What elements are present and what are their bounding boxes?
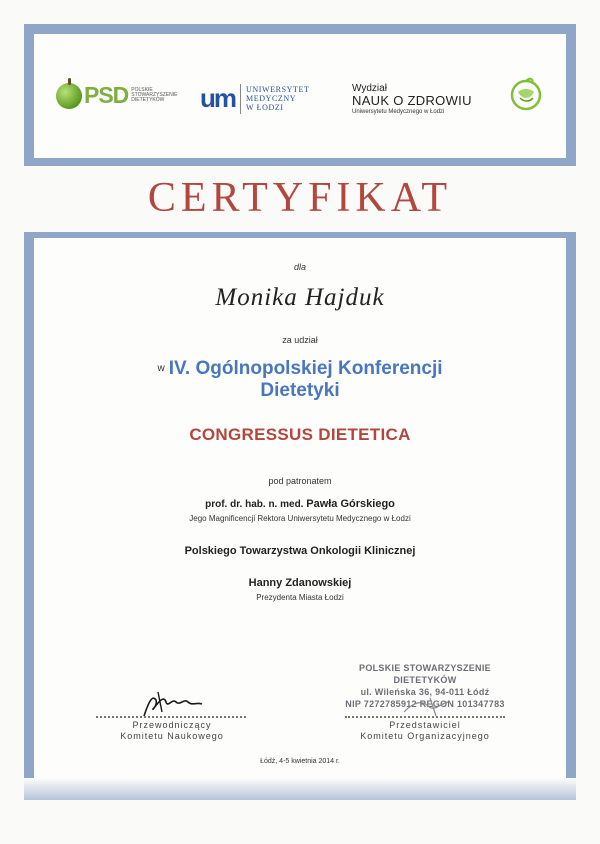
psd-logo [56,82,178,109]
um-logo-divider [240,84,241,114]
conference-name [34,358,566,402]
psd-logo-text: POLSKIE STOWARZYSZENIE DIETETYKÓW [131,87,178,103]
participation-label: za udział [282,335,318,345]
issue-date: Łódź, 4-5 kwietnia 2014 r. [260,758,340,765]
um-logo [200,83,309,114]
society-name: Polskiego Towarzystwa Onkologii Klinicznej [184,545,416,557]
faculty-logo-line1: Wydział [352,83,387,94]
stamp-line3: ul. Wileńska 36, 94-011 Łódź [360,687,490,697]
representative-caption [340,720,510,742]
certificate-title: CERTYFIKAT [147,175,453,221]
faculty-logo [352,84,472,116]
representative-signature-line [345,716,505,718]
conference-prefix: w [157,363,165,374]
um-logo-line2: MEDYCZNY [246,94,297,103]
chairman-caption-line2: Komitetu Naukowego [120,731,224,741]
stamp-line1: POLSKIE STOWARZYSZENIE [359,663,491,673]
recipient-name: Monika Hajduk [215,284,385,311]
rector-surname: Pawła Górskiego [306,498,395,510]
um-logo-text [246,85,309,112]
faculty-logo-line2: NAUK O ZDROWIU [352,93,472,108]
rector-name [34,498,566,510]
representative-signature [400,694,460,718]
body-frame-bottom [24,778,576,800]
stamp-line4: NIP 7272785912 REGON 101347783 [345,699,505,709]
mayor-title: Prezydenta Miasta Łodzi [256,593,344,602]
rector-title: Jego Magnificencji Rektora Uniwersytetu Medycznego w Łodzi [189,514,411,523]
congress-name: CONGRESSUS DIETETICA [189,425,411,444]
patronage-label: pod patronatem [268,476,332,486]
um-logo-line1: UNIWERSYTET [246,85,310,94]
chairman-signature-line [96,716,246,718]
rector-prefix: prof. dr. hab. n. med. [205,499,304,510]
mayor-name: Hanny Zdanowskiej [248,577,352,589]
apple-icon [56,83,82,109]
conference-line1: IV. Ogólnopolskiej Konferencji [168,358,443,379]
chairman-signature [138,686,218,720]
conference-line2: Dietetyki [260,380,340,401]
psd-logo-letters: PSD [84,82,129,108]
for-label: dla [293,262,306,272]
um-logo-mark: um [200,83,235,113]
chairman-caption [92,720,252,742]
um-logo-line3: W ŁODZI [246,103,284,112]
representative-caption-line1: Przedstawiciel [389,720,461,730]
chairman-caption-line1: Przewodniczący [132,720,212,730]
faculty-logo-line3: Uniwersytetu Medycznego w Łodzi [352,109,445,115]
conference-emblem-icon [508,76,544,112]
stamp-line2: DIETETYKÓW [393,675,457,685]
representative-caption-line2: Komitetu Organizacyjnego [360,731,490,741]
